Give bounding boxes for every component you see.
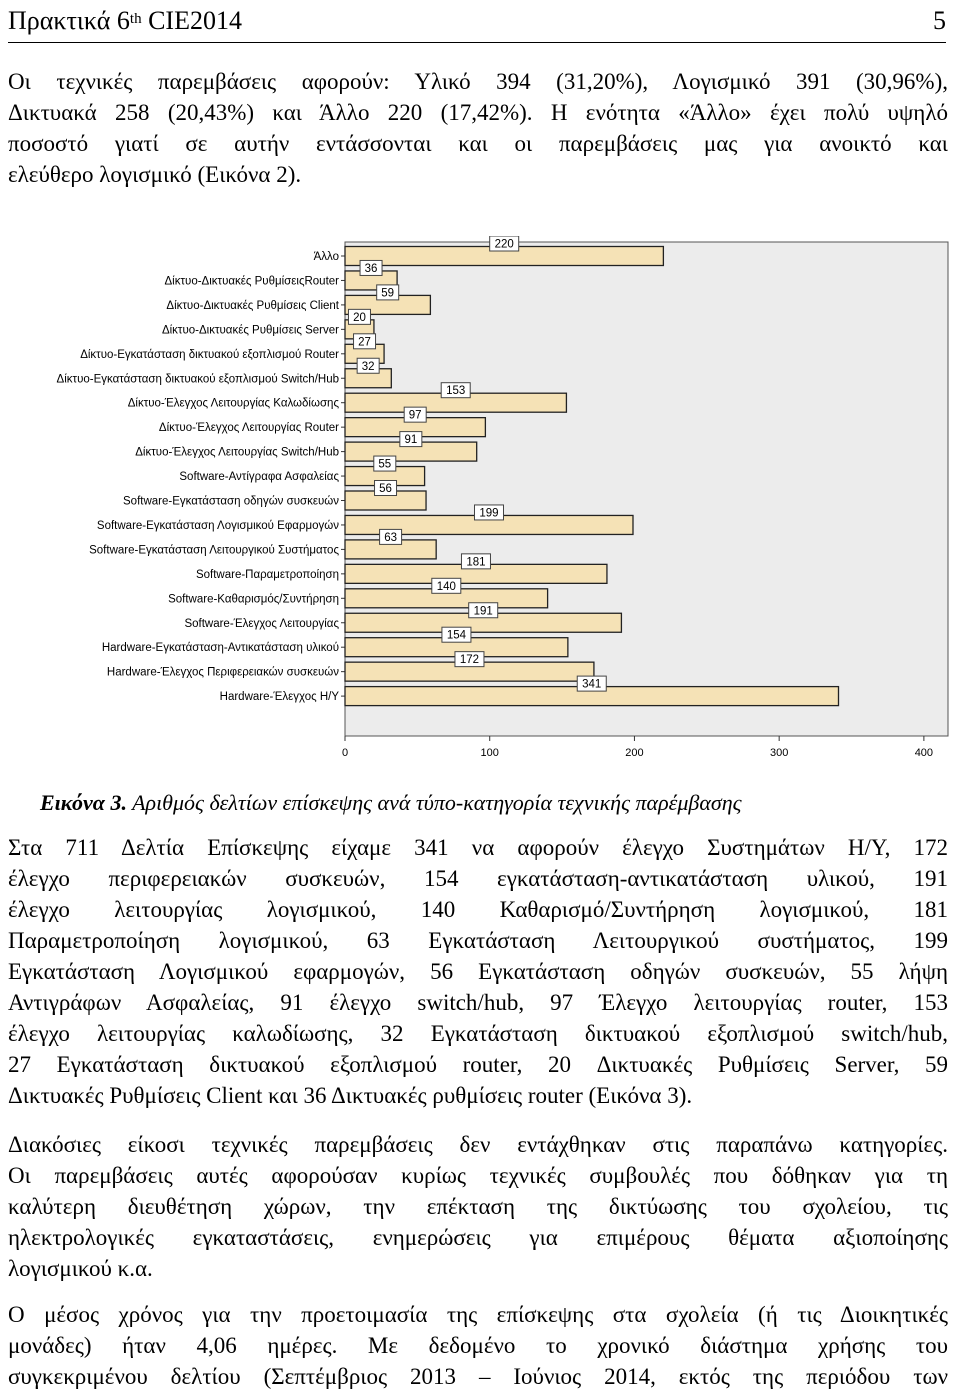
text-line: Στα 711 Δελτία Επίσκεψης είχαμε 341 να αφορούν έλεγχο Συστημάτων Η/Υ, 172 [8, 835, 948, 860]
paragraph-visit-reports [8, 832, 948, 1111]
data-label: 36 [364, 262, 378, 275]
text-line: Παραμετροποίηση λογισμικού, 63 Εγκατάσταση Λειτουργικού συστήματος, 199 [8, 928, 948, 953]
data-label: 191 [473, 605, 493, 618]
data-label: 20 [353, 311, 366, 324]
data-label: 63 [384, 531, 397, 544]
data-label: 59 [381, 287, 395, 300]
text-line: Δικτυακά 258 (20,43%) και Άλλο 220 (17,42%). Η ενότητα «Άλλο» έχει πολύ υψηλό [8, 100, 948, 125]
category-label: Software-Αντίγραφα Ασφαλείας [179, 471, 339, 484]
x-tick-label: 100 [480, 747, 499, 759]
data-label: 181 [466, 556, 486, 569]
category-label: Δίκτυο-Έλεγχος Λειτουργίας Switch/Hub [135, 446, 339, 459]
text-line: συγκεκριμένου δελτίου (Σεπτέμβριος 2013 – Ιούνιος 2014, εκτός της περιόδου των [8, 1364, 948, 1389]
page-header [8, 2, 946, 43]
data-label: 27 [358, 336, 371, 349]
category-label: Άλλο [313, 251, 339, 263]
category-label: Hardware-Εγκατάσταση-Αντικατάσταση υλικού [101, 642, 339, 655]
data-label: 153 [446, 385, 466, 398]
text-line: ποσοστό γιατί σε αυτήν εντάσσονται και οι παρεμβάσεις μας για ανοικτό και [8, 131, 948, 156]
category-label: Software-Εγκατάσταση Λογισμικού Εφαρμογών [96, 519, 339, 532]
text-line: ηλεκτρολογικές εγκαταστάσεις, ενημερώσεις για επιμέρους θέματα αξιοποίησης [8, 1225, 948, 1250]
figure-label: Εικόνα 3. [40, 790, 127, 815]
data-label: 220 [494, 238, 514, 251]
category-label: Δίκτυο-Δικτυακές ΡυθμίσειςRouter [164, 275, 339, 288]
data-label: 97 [408, 409, 422, 422]
text-line: λογισμικού κ.α. [8, 1256, 153, 1281]
category-label: Software-Καθαρισμός/Συντήρηση [168, 593, 339, 606]
data-label: 140 [436, 580, 456, 593]
category-label: Hardware-Έλεγχος Η/Υ [219, 691, 339, 704]
data-label: 32 [361, 360, 375, 373]
x-tick-label: 300 [769, 747, 789, 759]
data-label: 56 [379, 483, 392, 495]
data-label: 55 [378, 458, 392, 471]
text-line: Οι παρεμβάσεις αυτές αφορούσαν κυρίως τεχνικές συμβουλές που δόθηκαν για τη [8, 1163, 948, 1188]
text-line: Αντιγράφων Ασφαλείας, 91 έλεγχο switch/hub, 97 Έλεγχο λειτουργίας router, 153 [8, 990, 948, 1015]
category-label: Δίκτυο-Εγκατάσταση δικτυακού εξοπλισμού Router [80, 348, 339, 361]
text-line: Ο μέσος χρόνος για την προετοιμασία της επίσκεψης στα σχολεία (ή τις Διοικητικές [8, 1302, 948, 1327]
text-line: έλεγχο περιφερειακών συσκευών, 154 εγκατάσταση-αντικατάσταση υλικού, 191 [8, 866, 948, 891]
category-label: Software-Εγκατάσταση οδηγών συσκευών [123, 495, 339, 508]
data-label: 199 [479, 507, 499, 520]
text-line: έλεγχο λειτουργίας λογισμικού, 140 Καθαρισμό/Συντήρηση λογισμικού, 181 [8, 897, 948, 922]
text-line: Εγκατάσταση Λογισμικού εφαρμογών, 56 Εγκατάσταση οδηγών συσκευών, 55 λήψη [8, 959, 948, 984]
data-label: 341 [582, 678, 602, 691]
text-line: έλεγχο λειτουργίας καλωδίωσης, 32 Εγκατάσταση δικτυακού εξοπλισμού switch/hub, [8, 1021, 948, 1046]
paragraph-other-interventions [8, 1129, 948, 1284]
category-label: Δίκτυο-Εγκατάσταση δικτυακού εξοπλισμού Switch/Hub [56, 373, 339, 386]
proceedings-title: Πρακτικά 6th CIE2014 [8, 6, 242, 35]
category-label: Software-Εγκατάσταση Λειτουργικού Συστήματος [89, 544, 339, 557]
data-label: 172 [459, 654, 480, 667]
x-tick-label: 400 [914, 747, 934, 759]
text-line: Διακόσιες είκοσι τεχνικές παρεμβάσεις δεν εντάχθηκαν στις παραπάνω κατηγορίες. [8, 1132, 948, 1157]
category-label: Hardware-Έλεγχος Περιφερειακών συσκευών [106, 666, 339, 679]
category-label: Software-Έλεγχος Λειτουργίας [184, 617, 339, 630]
category-label: Δίκτυο-Έλεγχος Λειτουργίας Καλωδίωσης [127, 397, 339, 410]
bar-chart [10, 236, 950, 766]
data-label: 154 [446, 629, 467, 642]
category-label: Δίκτυο-Έλεγχος Λειτουργίας Router [158, 422, 339, 435]
text-line: μονάδες) ήταν 4,06 ημέρες. Με δεδομένο το χρονικό διάστημα χρήσης του [8, 1333, 948, 1358]
text-line: 27 Εγκατάσταση δικτυακού εξοπλισμού router, 20 Δικτυακές Ρυθμίσεις Server, 59 [8, 1052, 948, 1077]
figure-caption [40, 786, 940, 820]
x-tick-label: 0 [341, 747, 349, 759]
paragraph-preparation-time [8, 1299, 948, 1392]
category-label: Δίκτυο-Δικτυακές Ρυθμίσεις Server [161, 324, 339, 337]
paragraph-intervention-shares [8, 66, 948, 190]
text-line: καλύτερη διευθέτηση χώρων, την επέκταση της δικτύωσης του σχολείου, τις [8, 1194, 948, 1219]
x-tick-label: 200 [625, 747, 644, 759]
category-label: Software-Παραμετροποίηση [195, 568, 339, 581]
text-line: ελεύθερο λογισμικό (Εικόνα 2). [8, 162, 302, 187]
page-number: 5 [933, 6, 946, 35]
data-label: 91 [404, 434, 418, 447]
category-label: Δίκτυο-Δικτυακές Ρυθμίσεις Client [166, 299, 339, 312]
text-line: Δικτυακές Ρυθμίσεις Client και 36 Δικτυακές ρυθμίσεις router (Εικόνα 3). [8, 1083, 693, 1108]
text-line: Οι τεχνικές παρεμβάσεις αφορούν: Υλικό 394 (31,20%), Λογισμικό 391 (30,96%), [8, 69, 948, 94]
figure-caption-text: Αριθμός δελτίων επίσκεψης ανά τύπο-κατηγορία τεχνικής παρέμβασης [126, 790, 742, 815]
